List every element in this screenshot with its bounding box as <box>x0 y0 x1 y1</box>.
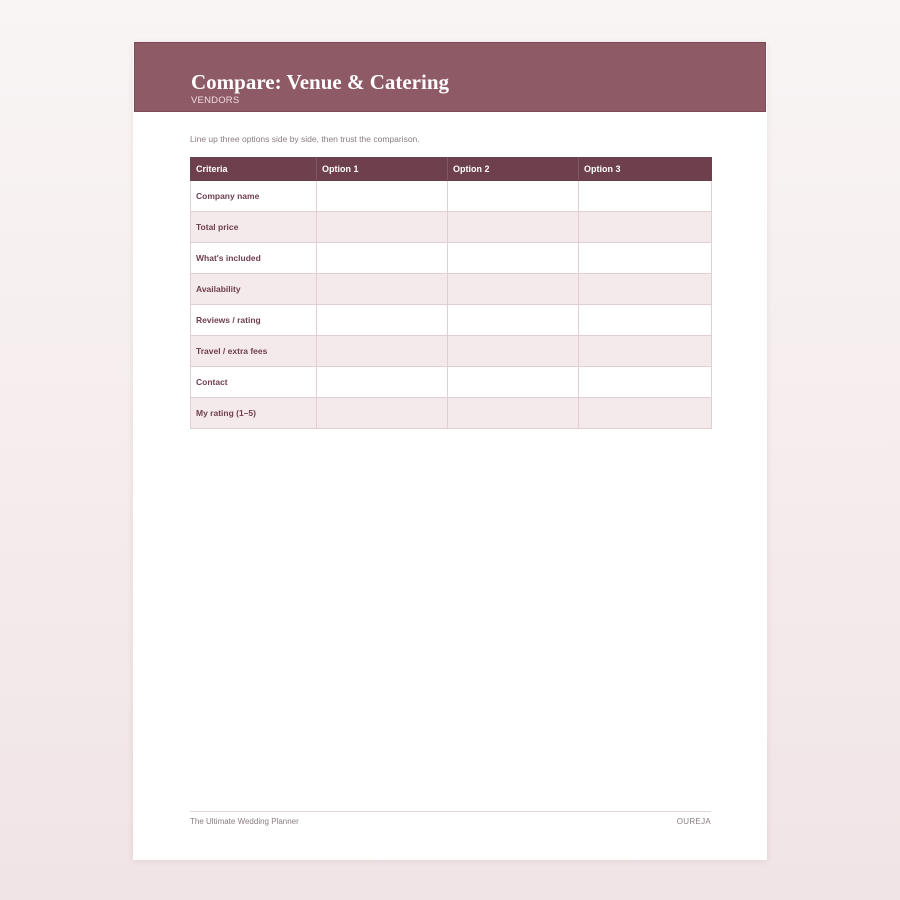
option-3-cell[interactable] <box>579 336 712 367</box>
option-1-cell[interactable] <box>317 212 448 243</box>
option-2-cell[interactable] <box>448 305 579 336</box>
column-header-option-1: Option 1 <box>317 158 448 181</box>
table-row <box>191 398 712 429</box>
planner-page <box>133 42 767 860</box>
option-1-cell[interactable] <box>317 367 448 398</box>
column-header-option-3: Option 3 <box>579 158 712 181</box>
header-band <box>134 42 766 112</box>
column-header-option-2: Option 2 <box>448 158 579 181</box>
option-3-cell[interactable] <box>579 243 712 274</box>
footer-book-title: The Ultimate Wedding Planner <box>190 817 299 826</box>
option-2-cell[interactable] <box>448 336 579 367</box>
criteria-cell: Travel / extra fees <box>191 336 317 367</box>
table-row <box>191 274 712 305</box>
option-1-cell[interactable] <box>317 398 448 429</box>
option-1-cell[interactable] <box>317 243 448 274</box>
option-3-cell[interactable] <box>579 367 712 398</box>
option-1-cell[interactable] <box>317 274 448 305</box>
footer-divider <box>190 811 711 812</box>
section-label: VENDORS <box>191 95 240 106</box>
option-2-cell[interactable] <box>448 243 579 274</box>
table-row <box>191 305 712 336</box>
intro-text: Line up three options side by side, then trust the comparison. <box>190 134 420 144</box>
table-row <box>191 367 712 398</box>
option-3-cell[interactable] <box>579 274 712 305</box>
option-1-cell[interactable] <box>317 305 448 336</box>
table-row <box>191 243 712 274</box>
option-3-cell[interactable] <box>579 398 712 429</box>
option-2-cell[interactable] <box>448 398 579 429</box>
table-row <box>191 336 712 367</box>
option-2-cell[interactable] <box>448 181 579 212</box>
option-2-cell[interactable] <box>448 367 579 398</box>
option-3-cell[interactable] <box>579 181 712 212</box>
table-header-row <box>191 158 712 181</box>
option-1-cell[interactable] <box>317 336 448 367</box>
criteria-cell: Reviews / rating <box>191 305 317 336</box>
option-3-cell[interactable] <box>579 305 712 336</box>
table-row <box>191 181 712 212</box>
option-2-cell[interactable] <box>448 274 579 305</box>
criteria-cell: My rating (1–5) <box>191 398 317 429</box>
footer-brand: OUREJA <box>676 817 711 826</box>
option-1-cell[interactable] <box>317 181 448 212</box>
column-header-criteria: Criteria <box>191 158 317 181</box>
option-2-cell[interactable] <box>448 212 579 243</box>
table-row <box>191 212 712 243</box>
criteria-cell: Total price <box>191 212 317 243</box>
criteria-cell: What's included <box>191 243 317 274</box>
page-title: Compare: Venue & Catering <box>191 70 450 94</box>
criteria-cell: Contact <box>191 367 317 398</box>
option-3-cell[interactable] <box>579 212 712 243</box>
comparison-table <box>190 157 712 429</box>
criteria-cell: Availability <box>191 274 317 305</box>
criteria-cell: Company name <box>191 181 317 212</box>
